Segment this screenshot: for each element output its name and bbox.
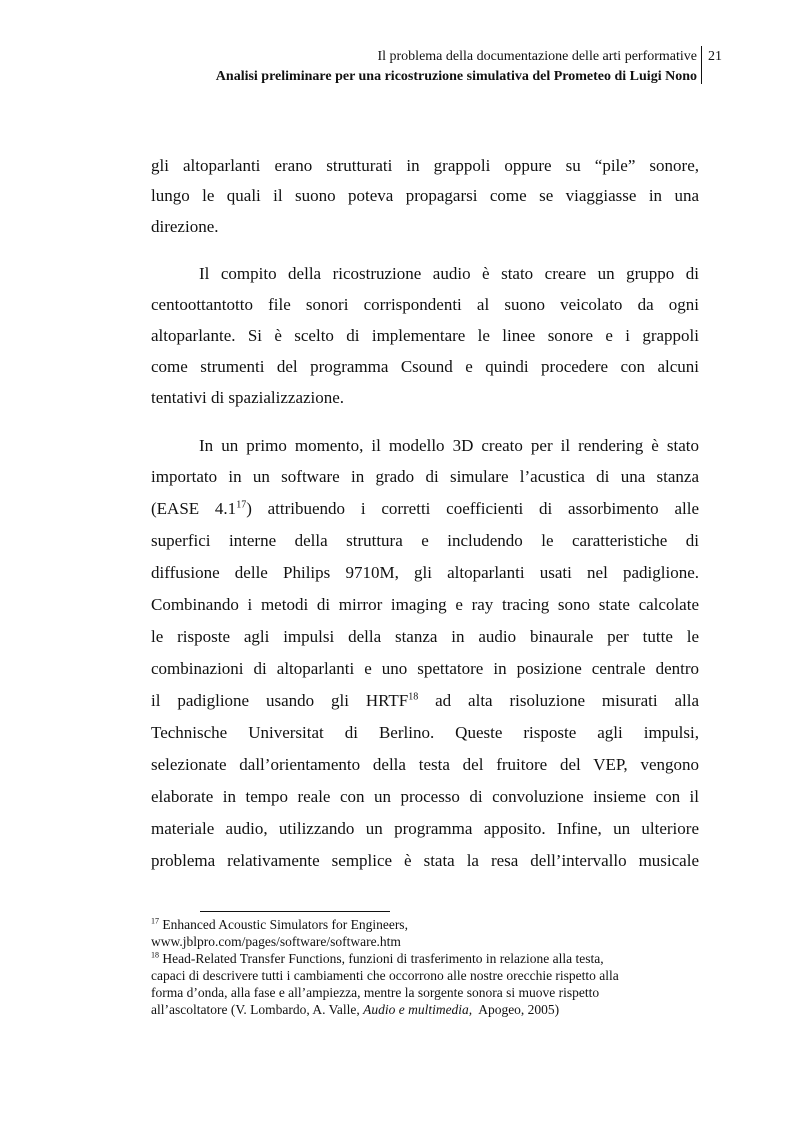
paragraph-2-line-4: come strumenti del programma Csound e quindi procedere con alcuni [151, 357, 699, 376]
paragraph-3-line-9 [151, 689, 699, 713]
paragraph-3-line-8: combinazioni di altoparlanti e uno spettatore in posizione centrale dentro [151, 659, 699, 678]
paragraph-3-line-12: elaborate in tempo reale con un processo di convoluzione insieme con il [151, 787, 699, 806]
paragraph-3-line-2: importato in un software in grado di simulare l’acustica di una stanza [151, 467, 699, 486]
footnotes [151, 916, 699, 1018]
paragraph-1-line-2: lungo le quali il suono poteva propagarsi come se viaggiasse in una [151, 186, 699, 205]
footnote-17-line-1 [151, 916, 699, 933]
paragraph-2-line-5: tentativi di spazializzazione. [151, 388, 345, 407]
paragraph-3-line-3 [151, 497, 699, 521]
footnote-18-book-title: Audio e multimedia, [363, 1002, 473, 1017]
footnote-18-line-3: forma d’onda, alla fase e all’ampiezza, mentre la sorgente sonora si muove rispetto [151, 985, 600, 1000]
paragraph-3-line-4: superfici interne della struttura e includendo le caratteristiche di [151, 531, 699, 550]
hrtf-text: il padiglione usando gli HRTF [151, 691, 409, 710]
header-thesis-title: Analisi preliminare per una ricostruzione simulativa del Prometeo di Luigi Nono [215, 69, 697, 84]
footnote-ref-18: 18 [408, 691, 419, 703]
paragraph-2-line-3: altoparlante. Si è scelto di implementare le linee sonore e i grappoli [151, 326, 699, 345]
paragraph-1-line-3: direzione. [151, 217, 219, 236]
header-divider [701, 46, 702, 84]
footnote-18-line-2: capaci di descrivere tutti i cambiamenti che occorrono alle nostre orecchie rispetto alla [151, 968, 619, 983]
hrtf-line-rest: ad alta risoluzione misurati alla [418, 691, 699, 710]
footnote-ref-17: 17 [236, 499, 247, 511]
header-chapter-title: Il problema della documentazione delle arti performative [377, 49, 697, 64]
paragraph-2-line-2: centoottantotto file sonori corrispondenti al suono veicolato da ogni [151, 295, 699, 314]
paragraph-3-line-5: diffusione delle Philips 9710M, gli altoparlanti usati nel padiglione. [151, 563, 699, 582]
footnote-18-mark: 18 [151, 950, 159, 960]
footnote-18-text: Head-Related Transfer Functions, funzioni di trasferimento in relazione alla testa, [159, 951, 604, 966]
paragraph-3-line-11: selezionate dall’orientamento della testa del fruitore del VEP, vengono [151, 755, 699, 774]
footnote-18-line-1 [151, 950, 699, 967]
paragraph-3-line-13: materiale audio, utilizzando un programma apposito. Infine, un ulteriore [151, 819, 699, 838]
running-header [216, 47, 697, 87]
page-number: 21 [708, 49, 722, 64]
footnote-17-text: Enhanced Acoustic Simulators for Engineers, [159, 917, 408, 932]
footnote-17-url: www.jblpro.com/pages/software/software.htm [151, 934, 401, 949]
ease-line-rest: ) attribuendo i corretti coefficienti di assorbimento alle [246, 499, 699, 518]
footnote-18-citation-publisher: Apogeo, 2005) [472, 1002, 560, 1017]
paragraph-3-line-7: le risposte agli impulsi della stanza in audio binaurale per tutte le [151, 627, 699, 646]
footnote-17-mark: 17 [151, 916, 159, 926]
paragraph-2-line-1: Il compito della ricostruzione audio è stato creare un gruppo di [199, 264, 699, 283]
ease-version-text: (EASE 4.1 [151, 499, 237, 518]
paragraph-3-line-6: Combinando i metodi di mirror imaging e ray tracing sono state calcolate [151, 595, 699, 614]
paragraph-3-line-14: problema relativamente semplice è stata la resa dell’intervallo musicale [151, 851, 699, 870]
paragraph-1-line-1: gli altoparlanti erano strutturati in grappoli oppure su “pile” sonore, [151, 156, 699, 175]
paragraph-3-line-10: Technische Universitat di Berlino. Queste risposte agli impulsi, [151, 723, 699, 742]
footnote-separator [200, 911, 390, 912]
footnote-18-citation-authors: all’ascoltatore (V. Lombardo, A. Valle, [151, 1002, 364, 1017]
paragraph-3-line-1: In un primo momento, il modello 3D creato per il rendering è stato [199, 436, 699, 455]
footnote-18-line-4 [151, 1001, 699, 1018]
